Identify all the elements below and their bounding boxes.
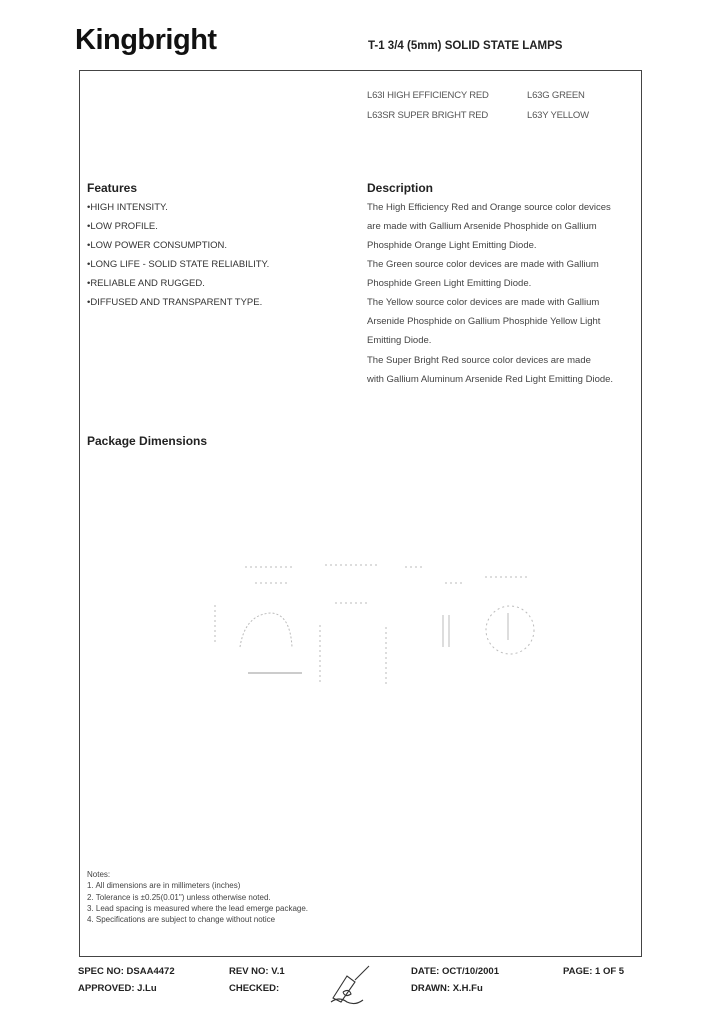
description-line: Phosphide Orange Light Emitting Diode. — [367, 240, 537, 251]
package-dimensions-heading: Package Dimensions — [87, 434, 208, 448]
document-title: T-1 3/4 (5mm) SOLID STATE LAMPS — [368, 40, 563, 52]
drawn-by: DRAWN: X.H.Fu — [411, 983, 483, 994]
feature-item: •DIFFUSED AND TRANSPARENT TYPE. — [87, 297, 263, 308]
feature-item: •HIGH INTENSITY. — [87, 202, 168, 213]
description-line: Arsenide Phosphide on Gallium Phosphide Yellow Light — [367, 316, 601, 327]
features-heading: Features — [87, 181, 138, 195]
checked-by: CHECKED: — [229, 983, 280, 994]
part-number-l63i: L63I HIGH EFFICIENCY RED — [367, 90, 489, 101]
description-line: Emitting Diode. — [367, 335, 432, 346]
package-dimensions-drawing — [200, 555, 550, 690]
description-line: The Green source color devices are made with Gallium — [367, 259, 599, 270]
kingbright-logo: Kingbright — [75, 24, 217, 56]
note-item: 4. Specifications are subject to change without notice — [87, 915, 276, 924]
feature-item: •RELIABLE AND RUGGED. — [87, 278, 205, 289]
document-date: DATE: OCT/10/2001 — [411, 966, 499, 977]
feature-item: •LOW PROFILE. — [87, 221, 158, 232]
description-line: Phosphide Green Light Emitting Diode. — [367, 278, 532, 289]
feature-item: •LONG LIFE - SOLID STATE RELIABILITY. — [87, 259, 270, 270]
note-item: 3. Lead spacing is measured where the lead emerge package. — [87, 904, 309, 913]
description-line: The Super Bright Red source color devices are made — [367, 355, 591, 366]
description-line: with Gallium Aluminum Arsenide Red Light Emitting Diode. — [367, 374, 614, 385]
part-number-l63g: L63G GREEN — [527, 90, 585, 101]
spec-number: SPEC NO: DSAA4472 — [78, 966, 175, 977]
notes-heading: Notes: — [87, 870, 111, 879]
description-line: are made with Gallium Arsenide Phosphide on Gallium — [367, 221, 597, 232]
description-line: The Yellow source color devices are made with Gallium — [367, 297, 600, 308]
part-number-l63y: L63Y YELLOW — [527, 110, 589, 121]
feature-item: •LOW POWER CONSUMPTION. — [87, 240, 228, 251]
note-item: 2. Tolerance is ±0.25(0.01") unless otherwise noted. — [87, 893, 271, 902]
checked-signature-icon — [325, 962, 373, 1006]
note-item: 1. All dimensions are in millimeters (inches) — [87, 881, 241, 890]
revision-number: REV NO: V.1 — [229, 966, 285, 977]
description-line: The High Efficiency Red and Orange source color devices — [367, 202, 611, 213]
approved-by: APPROVED: J.Lu — [78, 983, 157, 994]
page-number: PAGE: 1 OF 5 — [563, 966, 625, 977]
description-heading: Description — [367, 181, 434, 195]
part-number-l63sr: L63SR SUPER BRIGHT RED — [367, 110, 489, 121]
